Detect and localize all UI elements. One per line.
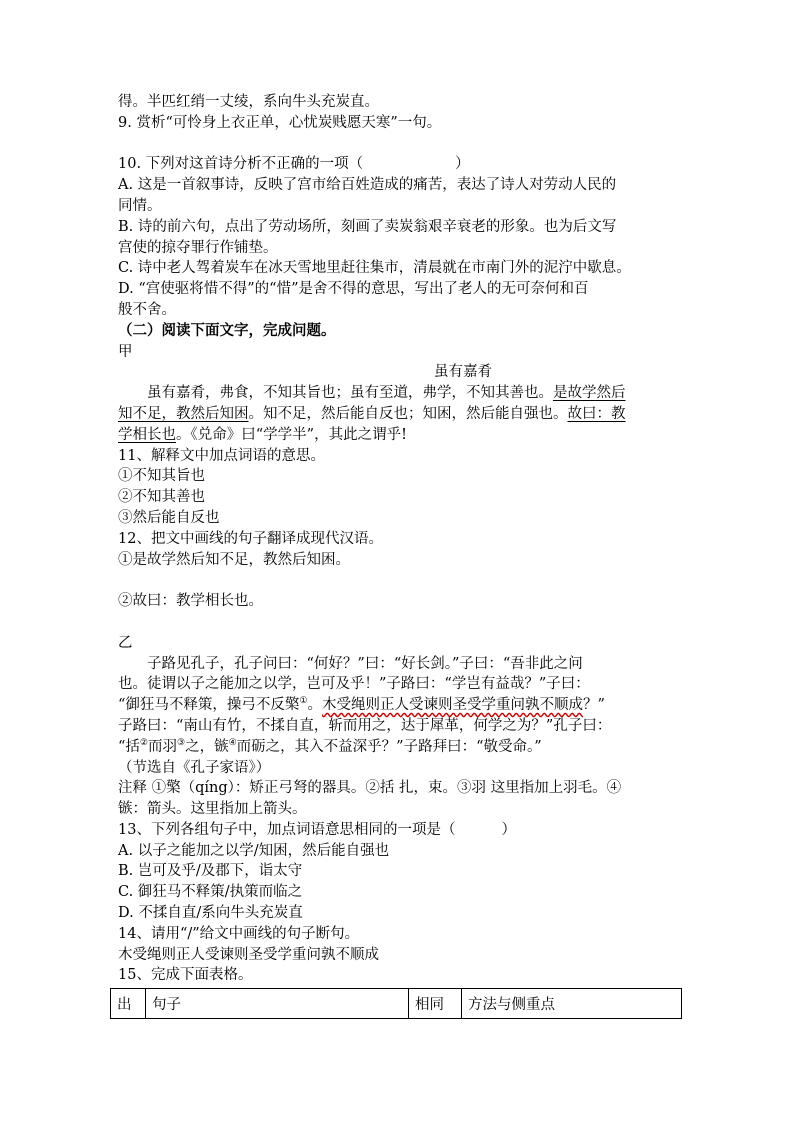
annotation-cont: 镞：箭头。这里指加上箭头。	[118, 801, 307, 818]
option-b-cont: 宫使的掠夺罪行作铺垫。	[118, 239, 278, 256]
passage-yi-line: “括②而羽③之，镞④而砺之，其入不益深乎？”子路拜曰：“敬受命。”	[118, 737, 542, 755]
question-11: 11、解释文中加点词语的意思。	[118, 447, 325, 464]
question-9: 9. 赏析“可怜身上衣正单，心忧炭贱愿天寒”一句。	[118, 114, 442, 131]
question-15: 15、完成下面表格。	[118, 967, 253, 984]
passage-yi-line: 子路见孔子，孔子问曰：“何好？”曰：“好长剑。”子曰：“吾非此之问	[147, 655, 583, 672]
question-13-option: C. 御狂马不释策/执策而临之	[118, 884, 303, 901]
passage-yi-line: “御狂马不释策，操弓不反檠①。木受绳则正人受谏则圣受学重问孰不顺成？”	[118, 696, 605, 714]
underlined-sentence: 木受绳则正人受谏则圣受学重问孰不顺成	[322, 697, 583, 714]
question-12-item: ①是故学然后知不足，教然后知困。	[118, 551, 350, 568]
option-d-cont: 般不舍。	[118, 301, 176, 318]
option-a: A. 这是一首叙事诗，反映了宫市给百姓造成的痛苦，表达了诗人对劳动人民的	[118, 177, 617, 194]
question-13-option: D. 不揉自直/系向牛头充炭直	[118, 905, 303, 922]
option-a-cont: 同情。	[118, 197, 162, 214]
question-13: 13、下列各组句子中，加点词语意思相同的一项是（ ）	[118, 821, 516, 838]
passage-jia-line: 知不足，教然后知困。知不足，然后能自反也；知困，然后能自强也。故曰：教	[118, 405, 626, 422]
table-header-cell: 相同	[409, 989, 462, 1019]
section-2-heading: （二）阅读下面文字，完成问题。	[118, 321, 336, 339]
question-10: 10. 下列对这首诗分析不正确的一项（ ）	[118, 156, 470, 173]
question-12-item: ②故曰：教学相长也。	[118, 593, 263, 610]
passage-yi-label: 乙	[118, 634, 133, 651]
passage-yi-line: 也。徒谓以子之能加之以学，岂可及乎！”子路曰：“学岂有益哉？”子曰：	[118, 676, 590, 693]
question-14: 14、请用“/”给文中画线的句子断句。	[118, 925, 360, 942]
question-13-option: A. 以子之能加之以学/知困，然后能自强也	[118, 842, 390, 859]
poem-line: 得。半匹红绡一丈绫，系向牛头充炭直。	[118, 94, 379, 110]
option-b: B. 诗的前六句，点出了劳动场所，刻画了卖炭翁艰辛衰老的形象。也为后文写	[118, 218, 617, 235]
passage-yi-line: 子路曰：“南山有竹，不揉自直，斩而用之，达于犀革，何学之为？”孔子曰：	[118, 717, 612, 734]
passage-jia-line: 虽有嘉肴，弗食，不知其旨也；虽有至道，弗学，不知其善也。是故学然后	[147, 385, 626, 402]
question-15-table	[110, 988, 682, 1019]
question-11-item: ①不知其旨也	[118, 468, 205, 485]
table-header-cell: 方法与侧重点	[462, 989, 682, 1019]
table-row	[111, 989, 682, 1019]
question-11-item: ②不知其善也	[118, 489, 205, 506]
question-14-sentence: 木受绳则正人受谏则圣受学重问孰不顺成	[118, 946, 379, 963]
option-c: C. 诗中老人驾着炭车在冰天雪地里赶往集市，清晨就在市南门外的泥泞中歇息。	[118, 260, 631, 277]
table-header-cell: 句子	[146, 989, 409, 1019]
question-12: 12、把文中画线的句子翻译成现代汉语。	[118, 530, 383, 547]
passage-source: （节选自《孔子家语》）	[118, 759, 271, 776]
table-header-cell: 出	[111, 989, 146, 1019]
document-page	[118, 92, 688, 986]
question-11-item: ③然后能自反也	[118, 509, 220, 526]
option-d: D. “宫使驱将惜不得”的“惜”是舍不得的意思，写出了老人的无可奈何和百	[118, 281, 589, 298]
passage-title: 虽有嘉肴	[434, 364, 492, 381]
underlined-sentence: 故曰：教	[567, 405, 626, 422]
annotation: 注释 ①檠（qíng）：矫正弓弩的器具。②括 扎，束。③羽 这里指加上羽毛。④	[118, 780, 622, 797]
underlined-sentence: 是故学然后	[553, 385, 626, 402]
passage-jia-line: 学相长也。《兑命》曰“学学半”，其此之谓乎!	[118, 426, 407, 443]
passage-jia-label: 甲	[118, 343, 133, 360]
question-13-option: B. 岂可及乎/及郡下，诣太守	[118, 863, 303, 880]
